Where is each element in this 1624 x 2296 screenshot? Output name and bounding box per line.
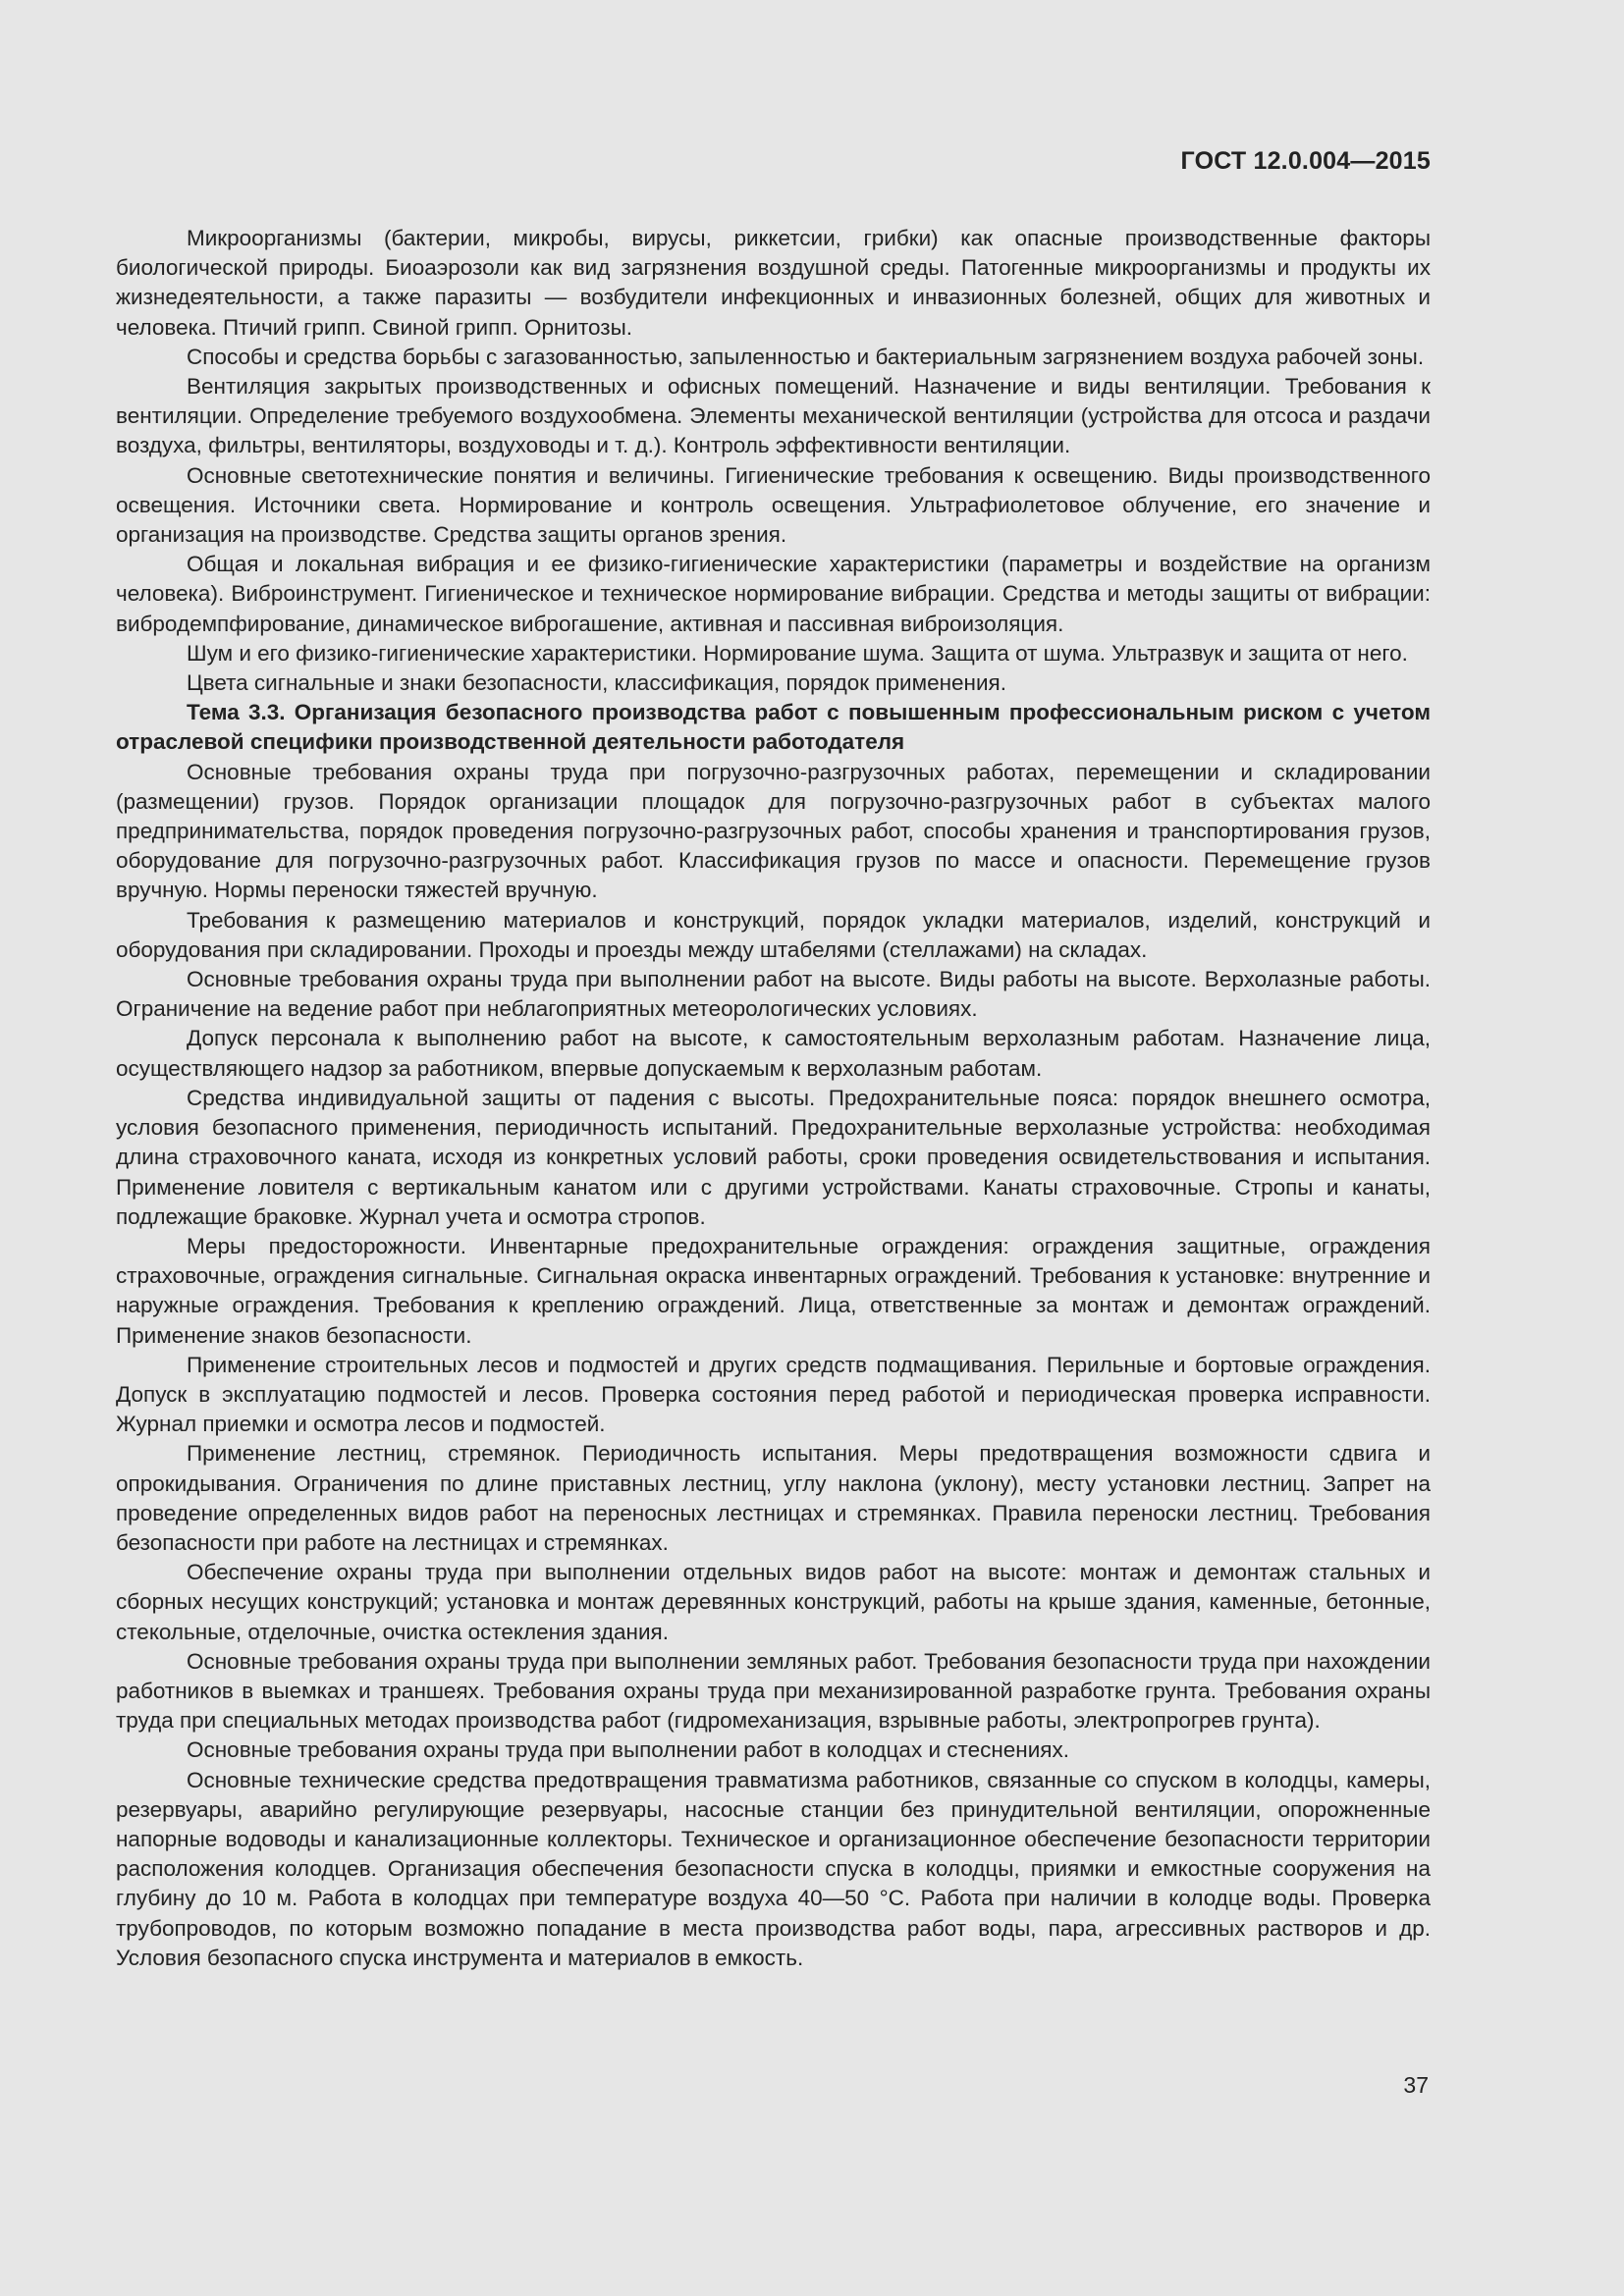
- paragraph: Основные светотехнические понятия и величины. Гигиенические требования к освещению. Виды производственного освещения. Источники света. Нормирование и контроль освещения. Ультрафиолетовое облучение, его значение и организация на производстве. Средства защиты органов зрения.: [116, 462, 1431, 548]
- paragraph: Основные требования охраны труда при выполнении работ на высоте. Виды работы на высоте. Верхолазные работы. Ограничение на ведение работ при неблагоприятных метеорологических условиях.: [116, 967, 1431, 1022]
- paragraph: Применение лестниц, стремянок. Периодичность испытания. Меры предотвращения возможности сдвига и опрокидывания. Ограничения по длине приставных лестниц, углу наклона (уклону), месту установки лестниц. Запрет на проведение определенных видов работ на переносных лестницах и стремянках. Правила переноски лестниц. Требования безопасности при работе на лестницах и стремянках.: [116, 1441, 1431, 1555]
- paragraph: Требования к размещению материалов и конструкций, порядок укладки материалов, изделий, конструкций и оборудования при складировании. Проходы и проезды между штабелями (стеллажами) на складах.: [116, 907, 1431, 962]
- paragraph: Основные требования охраны труда при выполнении земляных работ. Требования безопасности труда при нахождении работников в выемках и траншеях. Требования охраны труда при механизированной разработке грунта. Требования охраны труда при специальных методах производства работ (гидромеханизация, взрывные работы, электропрогрев грунта).: [116, 1648, 1431, 1734]
- document-body: [116, 224, 1431, 1973]
- paragraph: Применение строительных лесов и подмостей и других средств подмащивания. Перильные и бортовые ограждения. Допуск в эксплуатацию подмостей и лесов. Проверка состояния перед работой и периодическая проверка исправности. Журнал приемки и осмотра лесов и подмостей.: [116, 1352, 1431, 1437]
- paragraph: Основные технические средства предотвращения травматизма работников, связанные со спуском в колодцы, камеры, резервуары, аварийно регулирующие резервуары, насосные станции без принудительной вентиляции, опорожненные напорные водоводы и канализационные коллекторы. Техническое и организационное обеспечение безопасности территории расположения колодцев. Организация обеспечения безопасности спуска в колодцы, приямки и емкостные сооружения на глубину до 10 м. Работа в колодцах при температуре воздуха 40—50 °С. Работа при наличии в колодце воды. Проверка трубопроводов, по которым возможно попадание в места производства работ воды, пара, агрессивных растворов и др. Условия безопасного спуска инструмента и материалов в емкость.: [116, 1767, 1431, 1970]
- paragraph: Общая и локальная вибрация и ее физико-гигиенические характеристики (параметры и воздействие на организм человека). Виброинструмент. Гигиеническое и техническое нормирование вибрации. Средства и методы защиты от вибрации: вибродемпфирование, динамическое виброгашение, активная и пассивная виброизоляция.: [116, 552, 1431, 636]
- page-number: 37: [1403, 2072, 1429, 2098]
- paragraph: Средства индивидуальной защиты от падения с высоты. Предохранительные пояса: порядок внешнего осмотра, условия безопасного применения, периодичность испытаний. Предохранительные верхолазные устройства: необходимая длина страховочного каната, исходя из конкретных условий работы, сроки проведения освидетельствования и испытания. Применение ловителя с вертикальным канатом или с другими устройствами. Канаты страховочные. Стропы и канаты, подлежащие браковке. Журнал учета и осмотра стропов.: [116, 1085, 1431, 1229]
- paragraph: Меры предосторожности. Инвентарные предохранительные ограждения: ограждения защитные, ограждения страховочные, ограждения сигнальные. Сигнальная окраска инвентарных ограждений. Требования к установке: внутренние и наружные ограждения. Требования к креплению ограждений. Лица, ответственные за монтаж и демонтаж ограждений. Применение знаков безопасности.: [116, 1233, 1431, 1348]
- paragraph: Основные требования охраны труда при погрузочно-разгрузочных работах, перемещении и складировании (размещении) грузов. Порядок организации площадок для погрузочно-разгрузочных работ в субъектах малого предпринимательства, порядок проведения погрузочно-разгрузочных работ, способы хранения и транспортирования грузов, оборудование для погрузочно-разгрузочных работ. Классификация грузов по массе и опасности. Перемещение грузов вручную. Нормы переноски тяжестей вручную.: [116, 759, 1431, 903]
- paragraph: Способы и средства борьбы с загазованностью, запыленностью и бактериальным загрязнением воздуха рабочей зоны.: [187, 344, 1425, 369]
- paragraph: Допуск персонала к выполнению работ на высоте, к самостоятельным верхолазным работам. Назначение лица, осуществляющего надзор за работником, впервые допускаемым к верхолазным работам.: [116, 1026, 1431, 1081]
- paragraph: Обеспечение охраны труда при выполнении отдельных видов работ на высоте: монтаж и демонтаж стальных и сборных несущих конструкций; установка и монтаж деревянных конструкций, работы на крыше здания, каменные, бетонные, стекольные, отделочные, очистка остекления здания.: [116, 1560, 1431, 1644]
- document-header: ГОСТ 12.0.004—2015: [1180, 147, 1431, 175]
- paragraph: Микроорганизмы (бактерии, микробы, вирусы, риккетсии, грибки) как опасные производственные факторы биологической природы. Биоаэрозоли как вид загрязнения воздушной среды. Патогенные микроорганизмы и продукты их жизнедеятельности, а также паразиты — возбудители инфекционных и инвазионных болезней, общих для животных и человека. Птичий грипп. Свиной грипп. Орнитозы.: [116, 226, 1431, 340]
- paragraph: Цвета сигнальные и знаки безопасности, классификация, порядок применения.: [187, 670, 1006, 696]
- section-heading: Тема 3.3. Организация безопасного производства работ с повышенным профессиональным риском с учетом отраслевой специфики производственной деятельности работодателя: [116, 700, 1431, 755]
- paragraph: Основные требования охраны труда при выполнении работ в колодцах и стеснениях.: [187, 1737, 1069, 1763]
- paragraph: Вентиляция закрытых производственных и офисных помещений. Назначение и виды вентиляции. Требования к вентиляции. Определение требуемого воздухообмена. Элементы механической вентиляции (устройства для отсоса и раздачи воздуха, фильтры, вентиляторы, воздуховоды и т. д.). Контроль эффективности вентиляции.: [116, 374, 1431, 458]
- paragraph: Шум и его физико-гигиенические характеристики. Нормирование шума. Защита от шума. Ультразвук и защита от него.: [187, 640, 1408, 666]
